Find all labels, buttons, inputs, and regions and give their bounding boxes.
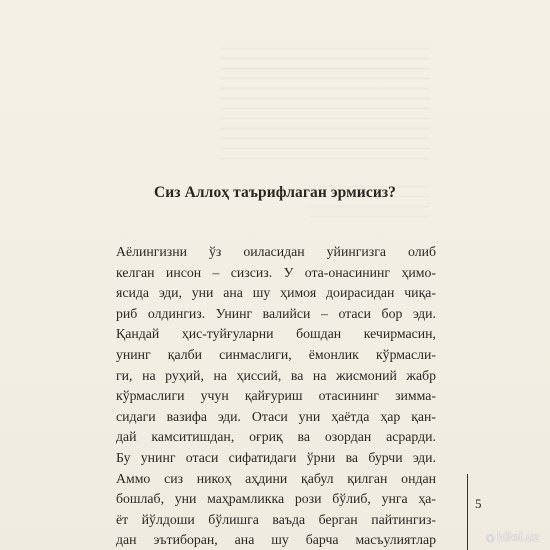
- watermark: [486, 530, 540, 544]
- text-line: дай камситишдан, оғриқ ва озордан асрарди.: [116, 429, 436, 445]
- text-line: дан эътиборан, ана шу барча масъулиятлар: [116, 532, 436, 548]
- text-line: ги, на руҳий, на ҳиссий, ва на жисмоний жабр: [116, 367, 436, 383]
- text-line: Қандай ҳис-туйғуларни бошдан кечирмасин,: [116, 326, 436, 342]
- text-line: бошлаб, уни маҳрамликка рози бўлиб, унга ҳа-: [116, 491, 436, 507]
- text-line: ясида эди, уни ана шу ҳимоя доирасидан чиқа-: [116, 285, 436, 301]
- chapter-heading: Сиз Аллоҳ таърифлаган эрмисиз?: [153, 184, 397, 201]
- text-line: Аммо сиз никоҳ аҳдини қабул қилган ондан: [116, 470, 436, 486]
- text-line: Бу унинг отаси сифатидаги ўрни ва бурчи эди.: [116, 449, 436, 465]
- page-number: 5: [475, 496, 482, 511]
- text-line: риб олдингиз. Унинг валийси – отаси бор эди.: [116, 305, 436, 321]
- show-through-text: [220, 48, 430, 168]
- folio-divider: [467, 474, 468, 550]
- text-line: кўрмаслиги учун қайғуриш отасининг зимма-: [116, 388, 436, 404]
- watermark-logo-icon: ◉: [486, 533, 495, 544]
- text-line: унинг қалби синмаслиги, ёмонлик кўрмасли-: [116, 346, 436, 362]
- watermark-text: hilol.uz: [496, 530, 540, 544]
- text-line: сидаги вазифа эди. Отаси уни ҳаётда ҳар қан-: [116, 408, 436, 424]
- text-line: Аёлингизни ўз оиласидан уйингизга олиб: [116, 244, 436, 259]
- text-line: келган инсон – сизсиз. У ота-онасининг ҳимо-: [116, 264, 436, 280]
- body-paragraph: [116, 242, 436, 550]
- text-line: ёт йўлдоши бўлишга ваъда берган пайтингиз-: [116, 511, 436, 527]
